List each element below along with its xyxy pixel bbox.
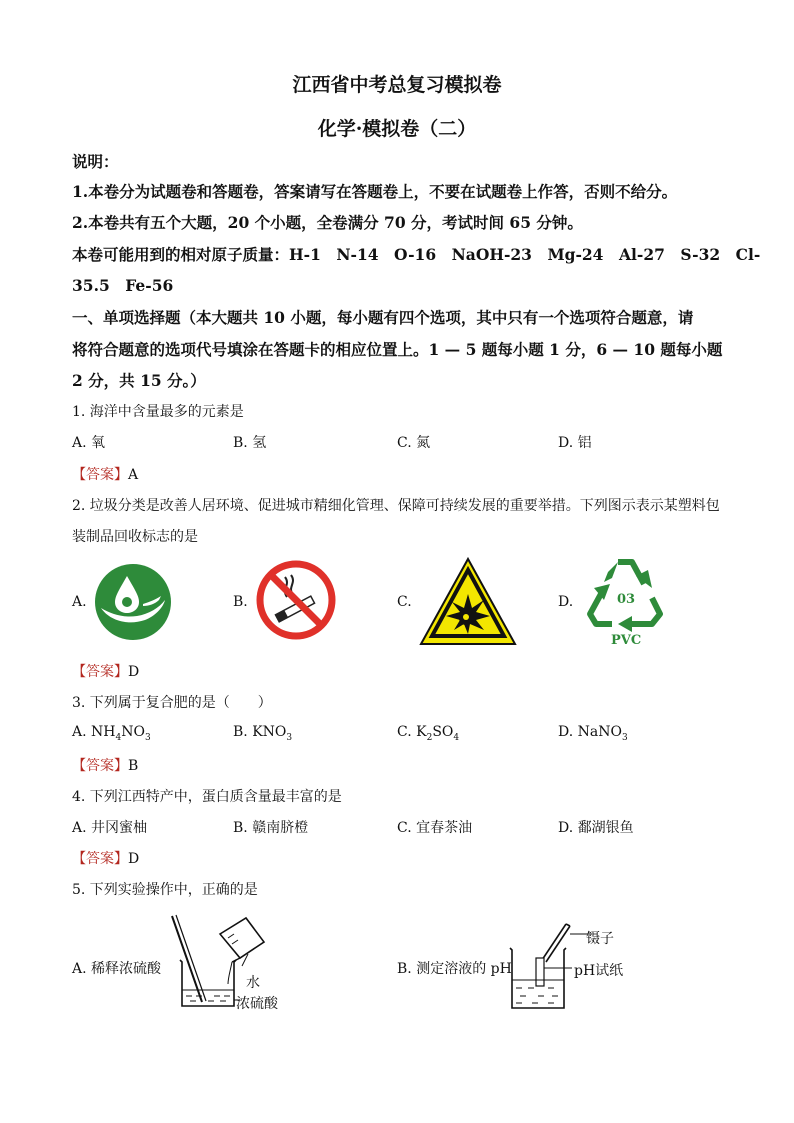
q4-answer xyxy=(72,848,139,868)
q4-option-b: B. 赣南脐橙 xyxy=(233,820,309,836)
q4-stem: 4. 下列江西特产中，蛋白质含量最丰富的是 xyxy=(72,789,342,805)
label-concentrated-acid: 浓硫酸 xyxy=(236,996,278,1012)
section1-line-3: 2 分，共 15 分。） xyxy=(72,371,206,390)
recycle-label: PVC xyxy=(611,633,642,648)
q1-answer-value: A xyxy=(128,467,139,483)
q4-option-d: D. 鄱湖银鱼 xyxy=(558,820,634,836)
q2-stem-2: 装制品回收标志的是 xyxy=(72,529,198,545)
q2-option-b: B. xyxy=(233,594,248,610)
notes-line-3: 本卷可能用到的相对原子质量：H-1 N-14 O-16 NaOH-23 Mg-24 Al-27 S-32 Cl- xyxy=(72,245,761,264)
answer-tag: 【答案】 xyxy=(72,467,128,483)
q5-stem: 5. 下列实验操作中，正确的是 xyxy=(72,882,258,898)
q5-option-b: B. 测定溶液的 pH xyxy=(397,961,512,977)
recycle-code: 03 xyxy=(617,592,636,607)
label-ph-paper: pH试纸 xyxy=(574,963,624,979)
q3-option-a: A. $NH_4NO_3$ xyxy=(72,724,151,743)
q1-option-b: B. 氢 xyxy=(233,435,267,451)
q3-option-b: B. $KNO_3$ xyxy=(233,724,293,743)
label-tweezers: 镊子 xyxy=(586,931,614,947)
q3-stem: 3. 下列属于复合肥的是（ ） xyxy=(72,695,272,711)
q4-option-a: A. 井冈蜜柚 xyxy=(72,820,148,836)
q3-option-c: C. $K_2SO_4$ xyxy=(397,724,460,743)
q1-option-d: D. 铝 xyxy=(558,435,592,451)
q3-option-d: D. NaNO$_3$ xyxy=(558,724,628,743)
section1-line-1: 一、单项选择题（本大题共 10 小题，每小题有四个选项，其中只有一个选项符合题意，请 xyxy=(72,308,694,327)
q2-answer-value: D xyxy=(128,664,140,680)
water-saving-logo-icon xyxy=(93,562,173,642)
no-smoking-icon xyxy=(255,559,337,641)
q3-answer xyxy=(72,755,138,775)
q2-stem-1: 2. 垃圾分类是改善人居环境、促进城市精细化管理、保障可持续发展的重要举措。下列图示表示某塑料包 xyxy=(72,498,720,514)
notes-line-2: 2.本卷共有五个大题，20 个小题，全卷满分 70 分，考试时间 65 分钟。 xyxy=(72,213,583,232)
notes-line-1: 1.本卷分为试题卷和答题卷，答案请写在答题卷上，不要在试题卷上作答，否则不给分。 xyxy=(72,182,678,201)
label-water: 水 xyxy=(246,975,260,991)
q4-answer-value: D xyxy=(128,851,140,867)
q5-option-a: A. 稀释浓硫酸 xyxy=(72,961,162,977)
q1-option-c: C. 氮 xyxy=(397,435,431,451)
answer-tag: 【答案】 xyxy=(72,664,128,680)
q2-option-d: D. xyxy=(558,594,574,610)
section1-line-2: 将符合题意的选项代号填涂在答题卡的相应位置上。1 — 5 题每小题 1 分，6 — 10 题每小题 xyxy=(72,340,723,359)
q2-answer xyxy=(72,661,139,681)
answer-tag: 【答案】 xyxy=(72,758,128,774)
notes-heading: 说明： xyxy=(72,152,119,171)
answer-tag: 【答案】 xyxy=(72,851,128,867)
notes-line-4: 35.5 Fe-56 xyxy=(72,276,174,295)
q1-stem: 1. 海洋中含量最多的元素是 xyxy=(72,404,244,420)
exam-subtitle: 化学·模拟卷（二） xyxy=(317,118,477,140)
q2-option-c: C. xyxy=(397,594,412,610)
q2-option-a: A. xyxy=(72,594,87,610)
q1-answer xyxy=(72,464,138,484)
q1-option-a: A. 氧 xyxy=(72,435,106,451)
q3-answer-value: B xyxy=(128,758,139,774)
exam-title: 江西省中考总复习模拟卷 xyxy=(292,74,502,96)
explosive-warning-icon xyxy=(418,556,518,648)
q4-option-c: C. 宜春茶油 xyxy=(397,820,473,836)
